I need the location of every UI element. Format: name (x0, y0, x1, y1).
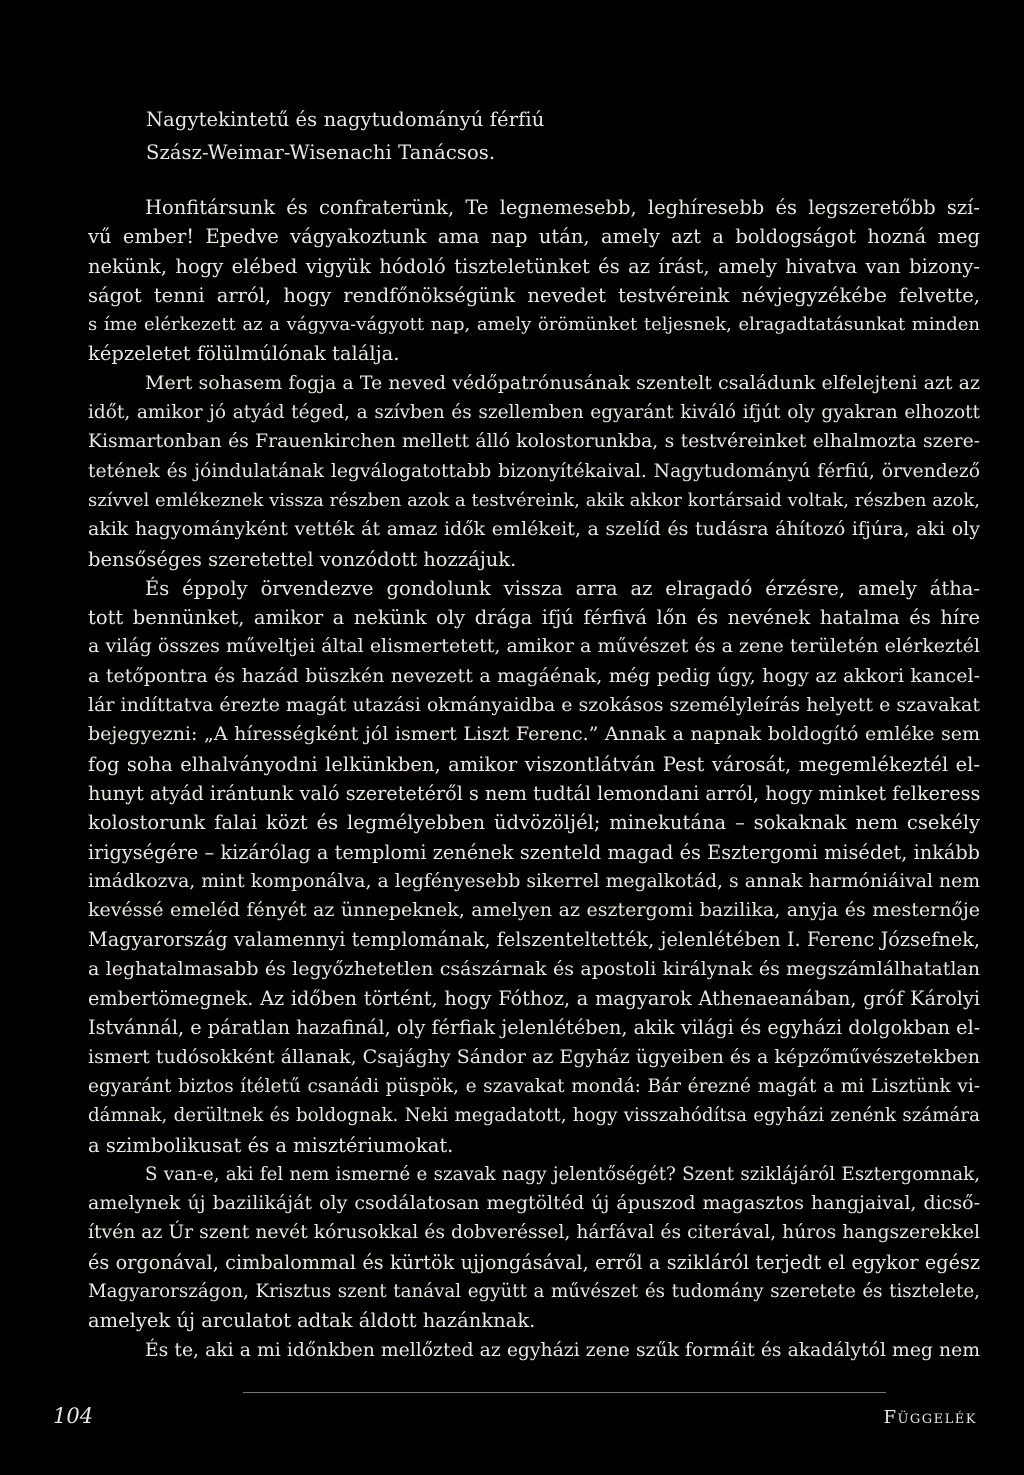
text-line: Mert sohasem fogja a Te neved védőpatrónusának szentelt családunk elfelejteni azt az (145, 371, 980, 394)
text-line: tott bennünket, amikor a nekünk oly drága ifjú férfivá lőn és nevének hatalma és híre (88, 606, 980, 630)
text-line: Istvánnál, e páratlan hazafinál, oly férfiak jelenlétében, akik világi és egyházi dolgokban el- (88, 1016, 981, 1040)
text-line: Honfitársunk és confraterünk, Te legnemesebb, leghíresebb és legszeretőbb szí- (145, 196, 980, 219)
text-line: vű ember! Epedve vágyakoztunk ama nap után, amely azt a boldogságot hozná meg (88, 225, 980, 249)
text-line: szívvel emlékeznek vissza részben azok a testvéreink, akik akkor kortársaid voltak, részben azok, (88, 489, 980, 511)
text-line: ítvén az Úr szent nevét kórusokkal és dobveréssel, hárfával és citerával, húros hangszerekkel (88, 1222, 980, 1244)
text-line: Magyarországon, Krisztus szent tanával együtt a művészet és tudomány szeretete és tisztelete, (88, 1280, 980, 1302)
text-line: akik hagyományként vették át amaz idők emlékeit, a szelíd és tudásra áhítozó ifjúra, aki oly (88, 518, 980, 541)
salutation-line-2: Szász-Weimar-Wisenachi Tanácsos. (146, 141, 496, 164)
text-line: képzeletet fölülmúlónak találja. (88, 342, 400, 366)
text-line: ságot tenni arról, hogy rendfőnökségünk nevedet testvéreink névjegyzékébe felvette, (88, 283, 980, 307)
text-line: És te, aki a mi időnkben mellőzted az egyházi zene szűk formáit és akadálytól meg nem (145, 1339, 980, 1361)
text-line: amelyek új arculatot adtak áldott hazánknak. (88, 1309, 536, 1333)
text-line: időt, amikor jó atyád téged, a szívben és szellemben egyaránt kiváló ifjút oly gyakran elhozott (88, 402, 980, 424)
text-line: a szimbolikusat és a misztériumokat. (88, 1133, 454, 1157)
text-line: s íme elérkezett az a vágyva-vágyott nap, amely örömünket teljesnek, elragadtatásunkat minden (88, 314, 980, 336)
text-line: bensőséges szeretettel vonzódott hozzájuk. (88, 547, 517, 571)
text-line: bejegyezni: „A hírességként jól ismert Liszt Ferenc.” Annak a napnak boldogító emléke sem (88, 723, 980, 746)
section-label: Függelék (883, 1407, 977, 1428)
page-number: 104 (53, 1404, 94, 1428)
text-line: embertömegnek. Az időben történt, hogy Fóthoz, a magyarok Athenaeanában, gróf Károlyi (88, 987, 980, 1011)
text-line: és orgonával, cimbalommal és kürtök ujjongásával, erről a szikláról terjedt el egykor egész (88, 1250, 980, 1274)
text-line: a világ összes műveltjei által elismertetett, amikor a művészet és a zene területén elérkeztél (88, 635, 980, 658)
text-line: a tetőpontra és hazád büszkén nevezett a magáénak, még pedig úgy, hogy az akkori kancel- (88, 664, 980, 687)
salutation-line-1: Nagytekintetű és nagytudományú férfiú (146, 108, 545, 131)
text-line: imádkozva, mint komponálva, a legfényesebb sikerrel megalkotád, s annak harmóniáival nem (88, 870, 980, 892)
text-line: a leghatalmasabb és legyőzhetetlen császárnak és apostoli királynak és megszámlálhatatlan (88, 957, 980, 980)
text-line: dámnak, derültnek és boldognak. Neki megadatott, hogy visszahódítsa egyházi zenénk számára (88, 1105, 980, 1127)
text-line: nekünk, hogy elébed vigyük hódoló tiszteletünket és az írást, amely hivatva van bizony- (88, 254, 980, 278)
text-line: amelynek új bazilikáját oly csodálatosan megtöltéd új ápuszod magasztos hangjaival, dicső- (88, 1192, 980, 1215)
text-line: tetének és jóindulatának legválogatottabb bizonyítékaival. Nagytudományú férfiú, örvendező (88, 460, 980, 482)
text-line: Kismartonban és Frauenkirchen mellett álló kolostorunkba, s testvéreinket elhalmozta szere- (88, 431, 980, 453)
text-line: kolostorunk falai közt és legmélyebben üdvözöljél; minekutána – sokaknak nem csekély (88, 811, 980, 835)
text-line: kevéssé emeléd fényét az ünnepeknek, amelyen az esztergomi bazilika, anyja és mesternője (88, 899, 980, 922)
text-line: lár indíttatva érezte magát utazási okmányaidba e szokásos személyleírás helyett e szavakat (88, 694, 980, 717)
text-line: ismert tudósokként állanak, Csajághy Sándor az Egyház ügyeiben és a képzőművészetekben (88, 1045, 980, 1068)
text-line: fog soha elhalványodni lelkünkben, amikor viszontlátván Pest városát, megemlékeztél el- (88, 752, 980, 776)
text-line: egyaránt biztos ítéletű csanádi püspök, e szavakat mondá: Bár érezné magát a mi Lisztünk vi- (88, 1075, 980, 1097)
text-line: S van-e, aki fel nem ismerné e szavak nagy jelentőségét? Szent sziklájáról Esztergomnak, (145, 1163, 980, 1185)
letter-salutation (146, 103, 544, 169)
footer-divider (243, 1392, 886, 1393)
text-line: És éppoly örvendezve gondolunk vissza arra az elragadó érzésre, amely átha- (145, 576, 980, 600)
text-line: Magyarország valamennyi templomának, felszenteltették, jelenlétében I. Ferenc Józsefnek, (88, 928, 980, 952)
text-line: hunyt atyád irántunk való szeretetéről s nem tudtál lemondani arról, hogy minket felkeress (88, 781, 981, 805)
text-line: irigységére – kizárólag a templomi zenének szenteld magad és Esztergomi misédet, inkább (88, 840, 980, 864)
letter-body (88, 193, 980, 1365)
